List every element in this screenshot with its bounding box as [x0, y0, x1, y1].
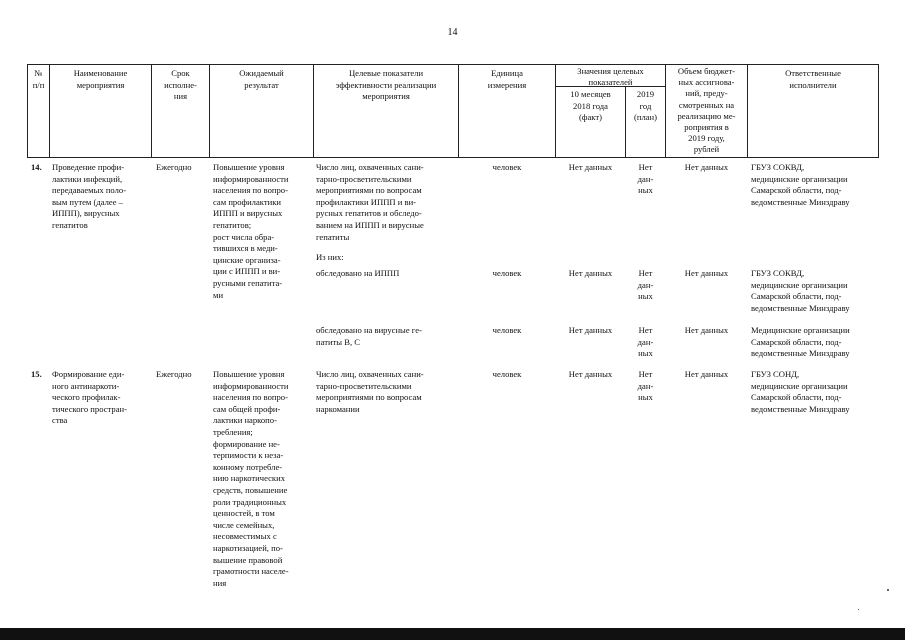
row-result: Повышение уровня информированности населения по вопро- сам профилактики ИППП и вирусных гепатитов; рост числа обра- тившихся в меди- цинские организа- ции с ИППП и ви- русными гепатита- ми	[213, 162, 289, 300]
row-name: Проведение профи- лактики инфекций, передаваемых поло- вым путем (далее – ИППП), вирусных гепатитов	[52, 162, 127, 230]
header-indicators: Целевые показатели эффективности реализации мероприятия	[335, 68, 437, 102]
unit: человек	[492, 325, 522, 335]
fact-2018: Нет данных	[568, 268, 613, 278]
indicator-note: Из них:	[316, 252, 344, 262]
indicator: Число лиц, охваченных сани- тарно-просветительскими мероприятиями по вопросам профилактики ИППП и ви- русных гепатитов и обследо- ванием на ИППП и вирусные гепатиты	[316, 162, 424, 242]
plan-2019: Нет дан- ных	[637, 369, 654, 403]
plan-2019: Нет дан- ных	[637, 268, 654, 302]
col-divider	[878, 64, 879, 158]
indicator: обследовано на вирусные ге- патиты В, С	[316, 325, 422, 347]
fact-2018: Нет данных	[568, 162, 613, 172]
row-num: 14.	[31, 162, 42, 172]
row-term: Ежегодно	[156, 162, 192, 172]
unit: человек	[492, 162, 522, 172]
scan-speck	[858, 609, 859, 610]
budget: Нет данных	[684, 369, 729, 379]
row-term: Ежегодно	[156, 369, 192, 379]
unit: человек	[492, 369, 522, 379]
responsible: Медицинские организации Самарской области, под- ведомственные Минздраву	[751, 325, 850, 359]
header-term: Срок исполне- ния	[164, 68, 197, 102]
budget: Нет данных	[684, 268, 729, 278]
header-unit: Единица измерения	[487, 68, 527, 90]
table-header-bottom-border	[27, 157, 879, 158]
fact-2018: Нет данных	[568, 325, 613, 335]
indicator: Число лиц, охваченных сани- тарно-просветительскими мероприятиями по вопросам наркомании	[316, 369, 424, 414]
header-budget: Объем бюджет- ных ассигнова- ний, преду- смотренных на реализацию ме- роприятия в 2019 году, рублей	[677, 66, 736, 155]
header-responsible: Ответственные исполнители	[785, 68, 841, 90]
responsible: ГБУЗ СОКВД, медицинские организации Самарской области, под- ведомственные Минздраву	[751, 268, 850, 313]
header-values-2018: 10 месяцев 2018 года (факт)	[570, 89, 611, 123]
page-number: 14	[447, 27, 458, 38]
header-values-group: Значения целевых показателей	[577, 66, 644, 87]
row-name: Формирование еди- ного антинаркоти- ческого профилак- тического простран- ства	[52, 369, 127, 426]
row-result: Повышение уровня информированности населения по вопро- сам общей профи- лактики наркопо- требления; формирование не- терпимости к неза- конному потребле- нию наркотических средств, повышение роли традиционных ценностей, в том числе семейных, несовместимых с наркотизацией, по- вышение правовой грамотности населе- ния	[213, 369, 289, 588]
fact-2018: Нет данных	[568, 369, 613, 379]
budget: Нет данных	[684, 325, 729, 335]
unit: человек	[492, 268, 522, 278]
plan-2019: Нет дан- ных	[637, 162, 654, 196]
indicator: обследовано на ИППП	[316, 268, 400, 278]
scan-speck	[887, 589, 889, 591]
header-num: № п/п	[32, 68, 45, 90]
row-num: 15.	[31, 369, 42, 379]
header-values-2019: 2019 год (план)	[633, 89, 658, 123]
budget: Нет данных	[684, 162, 729, 172]
scan-bottom-edge	[0, 628, 905, 640]
responsible: ГБУЗ СОНД, медицинские организации Самарской области, под- ведомственные Минздраву	[751, 369, 850, 414]
header-result: Ожидаемый результат	[239, 68, 284, 90]
header-name: Наименование мероприятия	[73, 68, 128, 90]
plan-2019: Нет дан- ных	[637, 325, 654, 359]
table-top-border	[27, 64, 879, 65]
responsible: ГБУЗ СОКВД, медицинские организации Самарской области, под- ведомственные Минздраву	[751, 162, 850, 207]
